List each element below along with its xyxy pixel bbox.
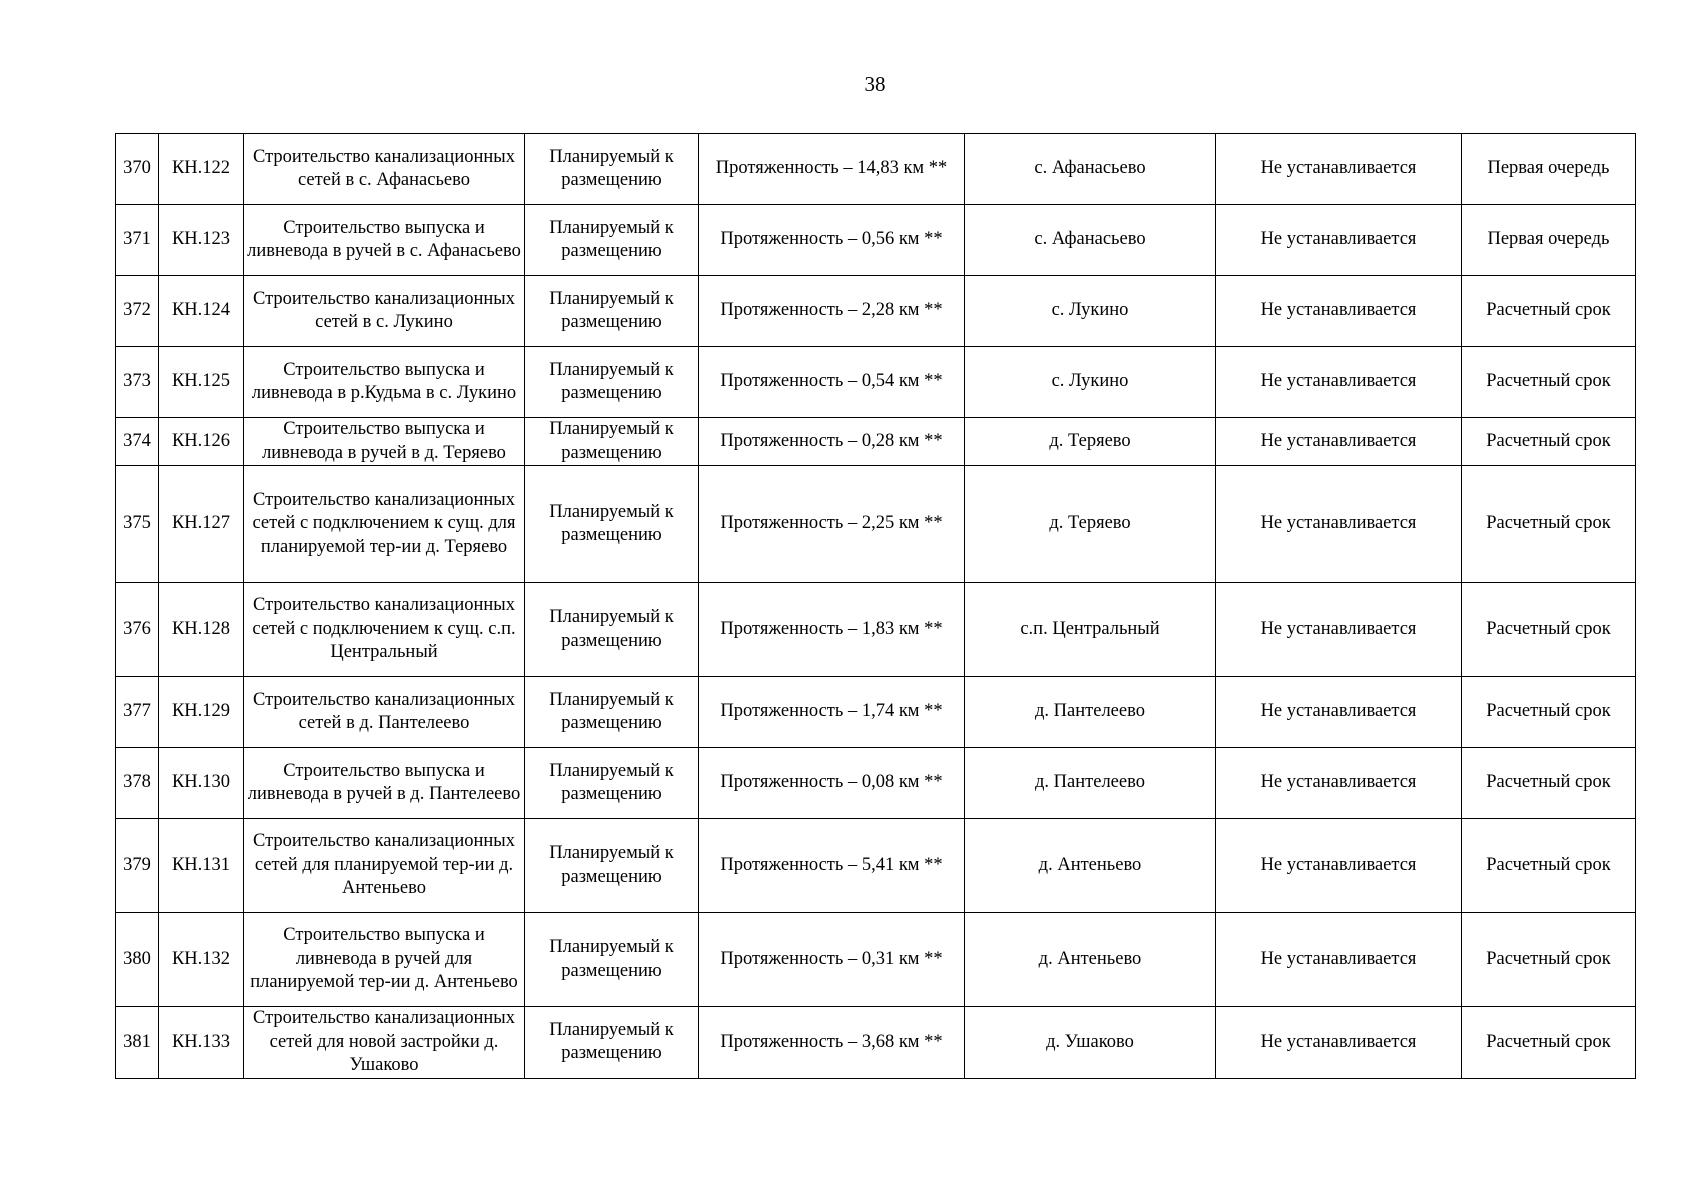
object-name-cell: Строительство канализационных сетей для планируемой тер-ии д. Антеньево: [244, 819, 525, 913]
location-cell: с. Афанасьево: [965, 205, 1216, 276]
implementation-stage-cell: Расчетный срок: [1462, 466, 1636, 583]
location-cell: с.п. Центральный: [965, 583, 1216, 677]
protection-zone-cell: Не устанавливается: [1216, 205, 1462, 276]
object-name-cell: Строительство канализационных сетей в с. Лукино: [244, 276, 525, 347]
table-row: [116, 819, 1636, 913]
object-name-cell: Строительство канализационных сетей с подключением к сущ. для планируемой тер-ии д. Теряево: [244, 466, 525, 583]
facilities-table: [115, 133, 1636, 1079]
implementation-stage-cell: Расчетный срок: [1462, 1007, 1636, 1079]
row-number-cell: 379: [116, 819, 159, 913]
object-code-cell: КН.130: [159, 748, 244, 819]
table-body: [116, 134, 1636, 1079]
object-code-cell: КН.125: [159, 347, 244, 418]
location-cell: д. Антеньево: [965, 819, 1216, 913]
protection-zone-cell: Не устанавливается: [1216, 583, 1462, 677]
table-row: [116, 276, 1636, 347]
protection-zone-cell: Не устанавливается: [1216, 276, 1462, 347]
status-cell: Планируемый к размещению: [525, 134, 699, 205]
status-cell: Планируемый к размещению: [525, 748, 699, 819]
table-row: [116, 466, 1636, 583]
row-number-cell: 372: [116, 276, 159, 347]
length-cell: Протяженность – 0,08 км **: [699, 748, 965, 819]
status-cell: Планируемый к размещению: [525, 347, 699, 418]
implementation-stage-cell: Расчетный срок: [1462, 347, 1636, 418]
object-code-cell: КН.132: [159, 913, 244, 1007]
object-code-cell: КН.127: [159, 466, 244, 583]
object-code-cell: КН.123: [159, 205, 244, 276]
location-cell: с. Лукино: [965, 347, 1216, 418]
implementation-stage-cell: Расчетный срок: [1462, 913, 1636, 1007]
table-row: [116, 748, 1636, 819]
row-number-cell: 378: [116, 748, 159, 819]
protection-zone-cell: Не устанавливается: [1216, 819, 1462, 913]
object-name-cell: Строительство выпуска и ливневода в р.Кудьма в с. Лукино: [244, 347, 525, 418]
object-code-cell: КН.133: [159, 1007, 244, 1079]
object-code-cell: КН.122: [159, 134, 244, 205]
implementation-stage-cell: Первая очередь: [1462, 205, 1636, 276]
row-number-cell: 370: [116, 134, 159, 205]
table-row: [116, 418, 1636, 466]
protection-zone-cell: Не устанавливается: [1216, 466, 1462, 583]
length-cell: Протяженность – 14,83 км **: [699, 134, 965, 205]
implementation-stage-cell: Расчетный срок: [1462, 677, 1636, 748]
status-cell: Планируемый к размещению: [525, 205, 699, 276]
object-name-cell: Строительство выпуска и ливневода в ручей для планируемой тер-ии д. Антеньево: [244, 913, 525, 1007]
protection-zone-cell: Не устанавливается: [1216, 748, 1462, 819]
row-number-cell: 373: [116, 347, 159, 418]
table-row: [116, 205, 1636, 276]
location-cell: д. Пантелеево: [965, 677, 1216, 748]
protection-zone-cell: Не устанавливается: [1216, 677, 1462, 748]
row-number-cell: 381: [116, 1007, 159, 1079]
row-number-cell: 376: [116, 583, 159, 677]
status-cell: Планируемый к размещению: [525, 1007, 699, 1079]
implementation-stage-cell: Расчетный срок: [1462, 748, 1636, 819]
row-number-cell: 374: [116, 418, 159, 466]
implementation-stage-cell: Расчетный срок: [1462, 583, 1636, 677]
table-row: [116, 347, 1636, 418]
location-cell: с. Афанасьево: [965, 134, 1216, 205]
length-cell: Протяженность – 3,68 км **: [699, 1007, 965, 1079]
location-cell: д. Ушаково: [965, 1007, 1216, 1079]
object-code-cell: КН.131: [159, 819, 244, 913]
object-name-cell: Строительство канализационных сетей в с. Афанасьево: [244, 134, 525, 205]
status-cell: Планируемый к размещению: [525, 583, 699, 677]
object-name-cell: Строительство канализационных сетей в д. Пантелеево: [244, 677, 525, 748]
table-row: [116, 134, 1636, 205]
status-cell: Планируемый к размещению: [525, 913, 699, 1007]
object-code-cell: КН.126: [159, 418, 244, 466]
protection-zone-cell: Не устанавливается: [1216, 1007, 1462, 1079]
status-cell: Планируемый к размещению: [525, 418, 699, 466]
table-row: [116, 583, 1636, 677]
implementation-stage-cell: Расчетный срок: [1462, 819, 1636, 913]
location-cell: д. Антеньево: [965, 913, 1216, 1007]
length-cell: Протяженность – 2,25 км **: [699, 466, 965, 583]
row-number-cell: 375: [116, 466, 159, 583]
implementation-stage-cell: Первая очередь: [1462, 134, 1636, 205]
row-number-cell: 371: [116, 205, 159, 276]
location-cell: д. Теряево: [965, 466, 1216, 583]
location-cell: д. Теряево: [965, 418, 1216, 466]
length-cell: Протяженность – 1,74 км **: [699, 677, 965, 748]
table-row: [116, 677, 1636, 748]
page-number: 38: [864, 72, 886, 96]
length-cell: Протяженность – 0,31 км **: [699, 913, 965, 1007]
status-cell: Планируемый к размещению: [525, 466, 699, 583]
object-code-cell: КН.129: [159, 677, 244, 748]
length-cell: Протяженность – 2,28 км **: [699, 276, 965, 347]
object-name-cell: Строительство выпуска и ливневода в ручей в с. Афанасьево: [244, 205, 525, 276]
status-cell: Планируемый к размещению: [525, 276, 699, 347]
protection-zone-cell: Не устанавливается: [1216, 347, 1462, 418]
table-row: [116, 913, 1636, 1007]
object-name-cell: Строительство канализационных сетей для новой застройки д. Ушаково: [244, 1007, 525, 1079]
row-number-cell: 377: [116, 677, 159, 748]
length-cell: Протяженность – 0,28 км **: [699, 418, 965, 466]
row-number-cell: 380: [116, 913, 159, 1007]
table-row: [116, 1007, 1636, 1079]
protection-zone-cell: Не устанавливается: [1216, 913, 1462, 1007]
object-name-cell: Строительство выпуска и ливневода в ручей в д. Теряево: [244, 418, 525, 466]
object-name-cell: Строительство канализационных сетей с подключением к сущ. с.п. Центральный: [244, 583, 525, 677]
length-cell: Протяженность – 5,41 км **: [699, 819, 965, 913]
protection-zone-cell: Не устанавливается: [1216, 418, 1462, 466]
status-cell: Планируемый к размещению: [525, 677, 699, 748]
object-name-cell: Строительство выпуска и ливневода в ручей в д. Пантелеево: [244, 748, 525, 819]
implementation-stage-cell: Расчетный срок: [1462, 418, 1636, 466]
object-code-cell: КН.124: [159, 276, 244, 347]
implementation-stage-cell: Расчетный срок: [1462, 276, 1636, 347]
location-cell: д. Пантелеево: [965, 748, 1216, 819]
object-code-cell: КН.128: [159, 583, 244, 677]
length-cell: Протяженность – 0,56 км **: [699, 205, 965, 276]
length-cell: Протяженность – 0,54 км **: [699, 347, 965, 418]
location-cell: с. Лукино: [965, 276, 1216, 347]
status-cell: Планируемый к размещению: [525, 819, 699, 913]
length-cell: Протяженность – 1,83 км **: [699, 583, 965, 677]
protection-zone-cell: Не устанавливается: [1216, 134, 1462, 205]
